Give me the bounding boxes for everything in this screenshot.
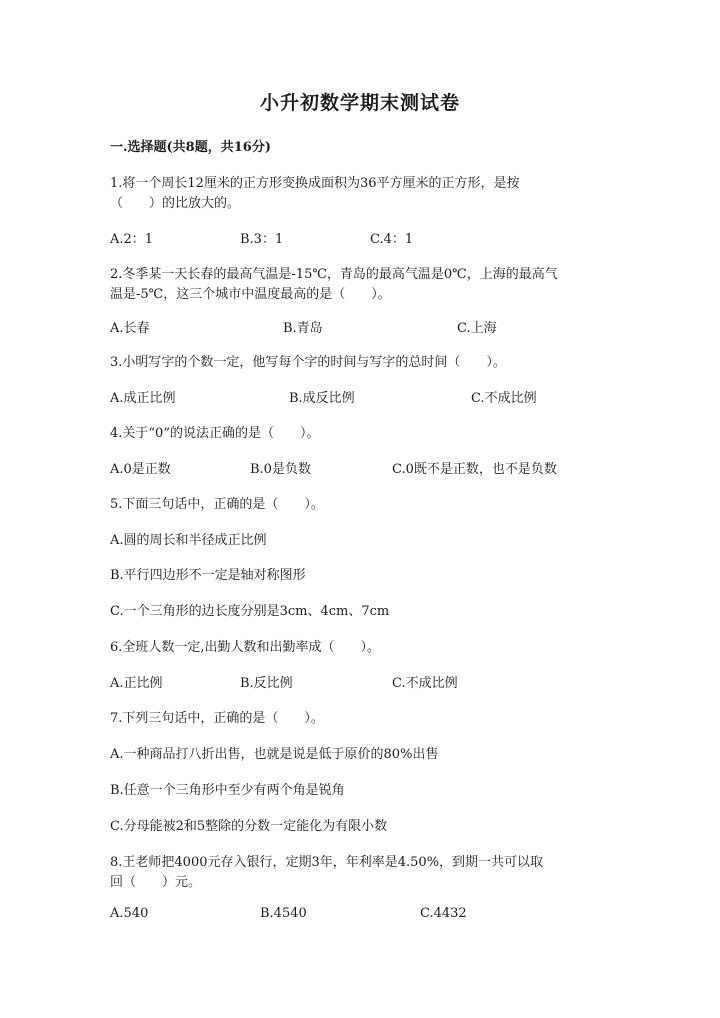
question-3-option-a: A.成正比例 bbox=[110, 391, 176, 406]
question-8-option-b: B.4540 bbox=[260, 906, 307, 921]
question-1-text: 1.将一个周长12厘米的正方形变换成面积为36平方厘米的正方形，是按 bbox=[110, 176, 520, 191]
question-5-option-a: A.圆的周长和半径成正比例 bbox=[110, 533, 267, 548]
question-6-text: 6.全班人数一定,出勤人数和出勤率成（ ）。 bbox=[110, 640, 381, 655]
question-4-option-a: A.0是正数 bbox=[110, 462, 171, 477]
question-8-option-a: A.540 bbox=[110, 906, 149, 921]
question-5-text: 5.下面三句话中，正确的是（ ）。 bbox=[110, 497, 324, 512]
question-2-text: 2.冬季某一天长春的最高气温是-15℃，青岛的最高气温是0℃，上海的最高气 bbox=[110, 267, 558, 282]
question-6-option-a: A.正比例 bbox=[110, 676, 163, 691]
question-7-option-b: B.任意一个三角形中至少有两个角是锐角 bbox=[110, 783, 345, 798]
question-2-option-a: A.长春 bbox=[110, 321, 150, 336]
question-5-option-c: C.一个三角形的边长度分别是3cm、4cm、7cm bbox=[110, 604, 390, 619]
question-3-option-c: C.不成比例 bbox=[471, 391, 537, 406]
question-4-option-c: C.0既不是正数，也不是负数 bbox=[392, 462, 557, 477]
question-2-option-c: C.上海 bbox=[457, 321, 497, 336]
question-7-option-a: A.一种商品打八折出售，也就是说是低于原价的80%出售 bbox=[110, 747, 439, 762]
question-7-option-c: C.分母能被2和5整除的分数一定能化为有限小数 bbox=[110, 819, 388, 834]
question-1-option-a: A.2：1 bbox=[110, 232, 154, 247]
question-4-text: 4.关于“0”的说法正确的是（ ）。 bbox=[110, 426, 320, 441]
question-8-text-cont: 回（ ）元。 bbox=[110, 875, 202, 890]
question-7-text: 7.下列三句话中，正确的是（ ）。 bbox=[110, 711, 324, 726]
question-6-option-c: C.不成比例 bbox=[392, 676, 458, 691]
question-6-option-b: B.反比例 bbox=[240, 676, 293, 691]
page-title: 小升初数学期末测试卷 bbox=[259, 92, 460, 114]
question-2-option-b: B.青岛 bbox=[283, 321, 323, 336]
question-3-option-b: B.成反比例 bbox=[289, 391, 355, 406]
question-1-text-cont: （ ）的比放大的。 bbox=[110, 196, 241, 211]
question-8-option-c: C.4432 bbox=[420, 906, 467, 921]
question-5-option-b: B.平行四边形不一定是轴对称图形 bbox=[110, 568, 306, 583]
question-4-option-b: B.0是负数 bbox=[250, 462, 311, 477]
question-1-option-c: C.4：1 bbox=[370, 232, 414, 247]
question-2-text-cont: 温是-5℃，这三个城市中温度最高的是（ ）。 bbox=[110, 287, 391, 302]
section-heading: 一.选择题(共8题，共16分) bbox=[110, 140, 271, 155]
question-8-text: 8.王老师把4000元存入银行，定期3年，年利率是4.50%，到期一共可以取 bbox=[110, 855, 544, 870]
question-1-option-b: B.3：1 bbox=[240, 232, 284, 247]
question-3-text: 3.小明写字的个数一定，他写每个字的时间与写字的总时间（ ）。 bbox=[110, 355, 506, 370]
